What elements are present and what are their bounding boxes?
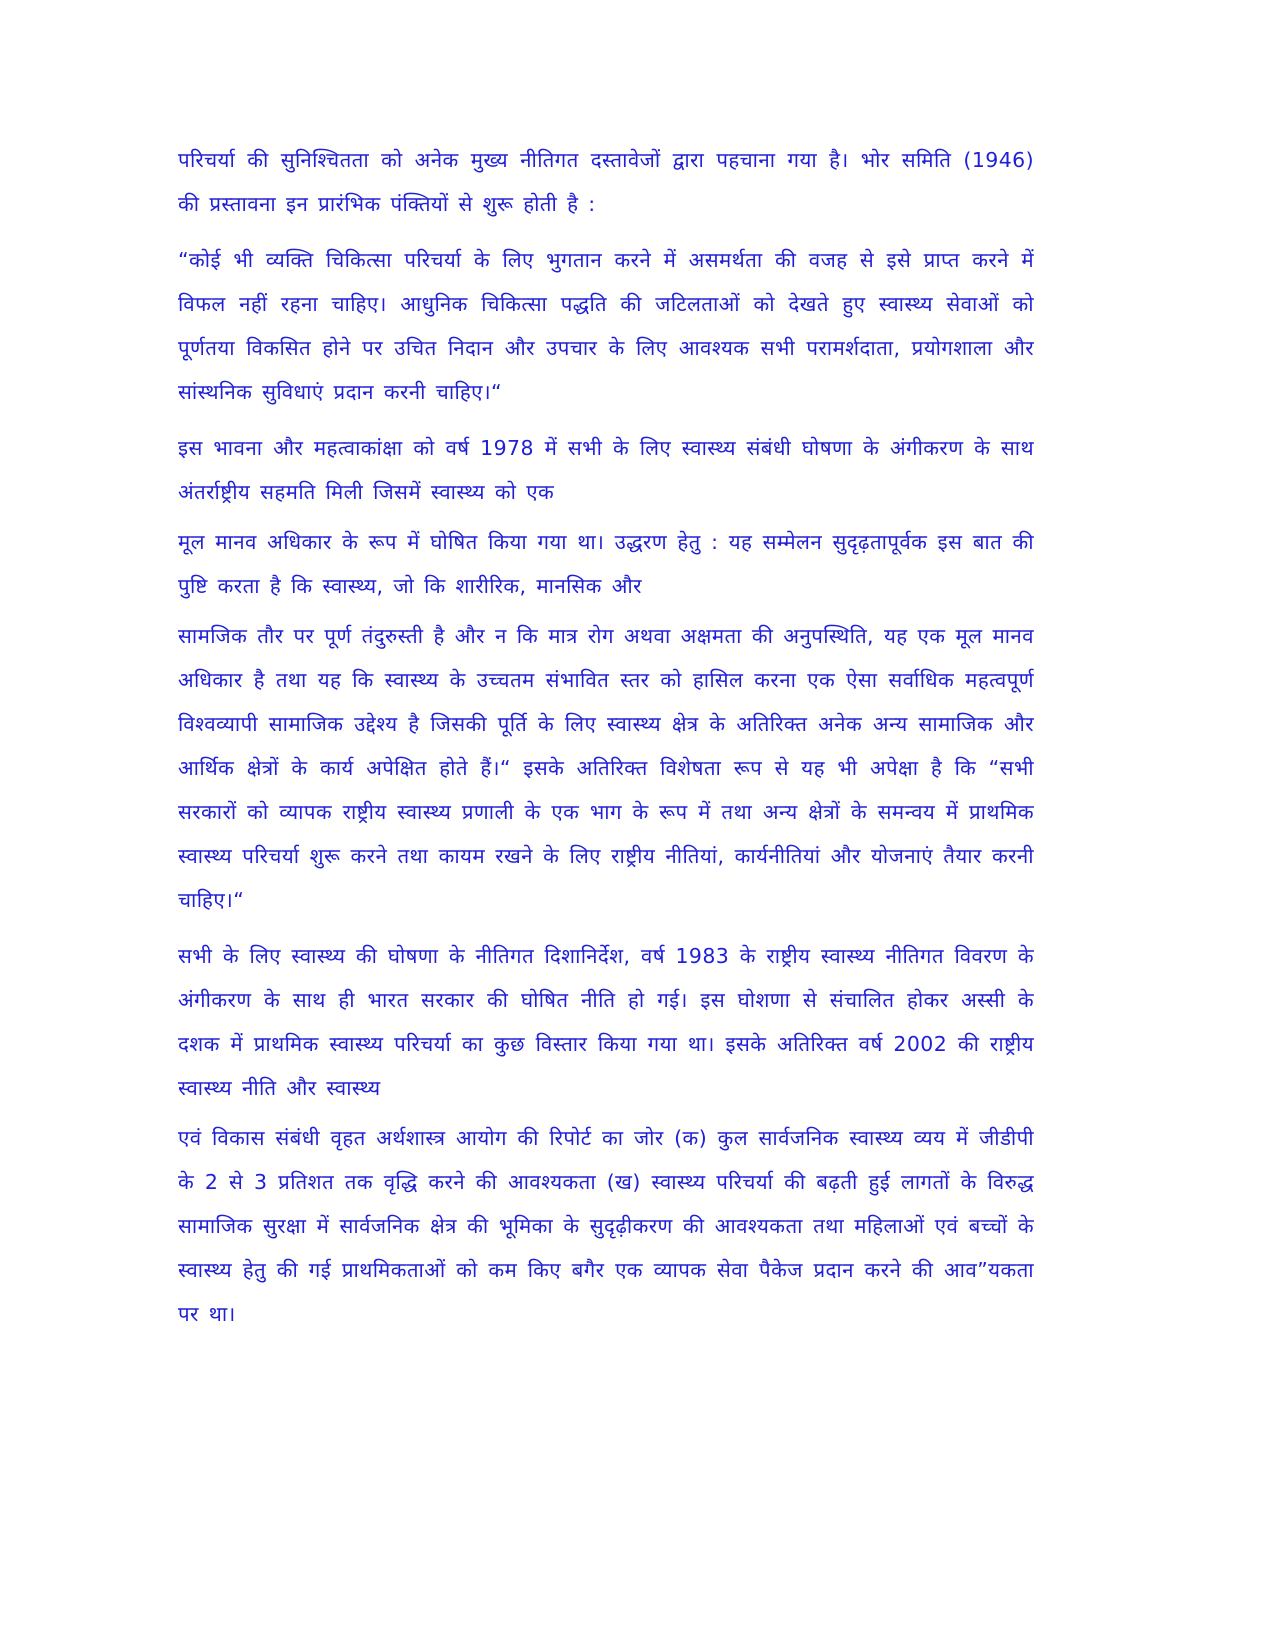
paragraph-fundamental-right: मूल मानव अधिकार के रूप में घोषित किया गया था। उद्धरण हेतु : यह सम्मेलन सुदृढ़तापूर्वक इस बात की पुष्टि करता है कि स्वास्थ्य, जो कि शारीरिक, मानसिक और bbox=[178, 530, 1034, 598]
paragraph-health-definition: सामजिक तौर पर पूर्ण तंदुरुस्ती है और न कि मात्र रोग अथवा अक्षमता की अनुपस्थिति, यह एक मूल मानव अधिकार है तथा यह कि स्वास्थ्य के उच्चतम संभावित स्तर को हासिल करना एक ऐसा सर्वाधिक महत्वपूर्ण विश्वव्यापी सामाजिक उद्देश्य है जिसकी पूर्ति के लिए स्वास्थ्य क्षेत्र के अतिरिक्त अनेक अन्य सामाजिक और आर्थिक क्षेत्रों के कार्य अपेक्षित होते हैं।“ इसके अतिरिक्त विशेषता रूप से यह भी अपेक्षा है कि “सभी सरकारों को व्यापक राष्ट्रीय स्वास्थ्य प्रणाली के एक भाग के रूप में तथा अन्य क्षेत्रों के समन्वय में प्राथमिक स्वास्थ्य परिचर्या शुरू करने तथा कायम रखने के लिए राष्ट्रीय नीतियां, कार्यनीतियां और योजनाएं तैयार करनी चाहिए।“ bbox=[178, 624, 1034, 912]
paragraph-1978-declaration: इस भावना और महत्वाकांक्षा को वर्ष 1978 में सभी के लिए स्वास्थ्य संबंधी घोषणा के अंगीकरण के साथ अंतर्राष्ट्रीय सहमति मिली जिसमें स्वास्थ्य को एक bbox=[178, 436, 1034, 504]
paragraph-macroeconomics-commission: एवं विकास संबंधी वृहत अर्थशास्त्र आयोग की रिपोर्ट का जोर (क) कुल सार्वजनिक स्वास्थ्य व्यय में जीडीपी के 2 से 3 प्रतिशत तक वृद्धि करने की आवश्यकता (ख) स्वास्थ्य परिचर्या की बढ़ती हुई लागतों के विरुद्ध सामाजिक सुरक्षा में सार्वजनिक क्षेत्र की भूमिका के सुदृढ़ीकरण की आवश्यकता तथा महिलाओं एवं बच्चों के स्वास्थ्य हेतु की गई प्राथमिकताओं को कम किए बगैर एक व्यापक सेवा पैकेज प्रदान करने की आव”यकता पर था। bbox=[178, 1126, 1034, 1326]
paragraph-bhore-committee: परिचर्या की सुनिश्चितता को अनेक मुख्य नीतिगत दस्तावेजों द्वारा पहचाना गया है। भोर समिति (1946) की प्रस्तावना इन प्रारंभिक पंक्तियों से शुरू होती है : bbox=[178, 148, 1034, 216]
paragraph-quote-medical-care: “कोई भी व्यक्ति चिकित्सा परिचर्या के लिए भुगतान करने में असमर्थता की वजह से इसे प्राप्त करने में विफल नहीं रहना चाहिए। आधुनिक चिकित्सा पद्धति की जटिलताओं को देखते हुए स्वास्थ्य सेवाओं को पूर्णतया विकसित होने पर उचित निदान और उपचार के लिए आवश्यक सभी परामर्शदाता, प्रयोगशाला और सांस्थनिक सुविधाएं प्रदान करनी चाहिए।“ bbox=[178, 248, 1034, 404]
paragraph-1983-policy: सभी के लिए स्वास्थ्य की घोषणा के नीतिगत दिशानिर्देश, वर्ष 1983 के राष्ट्रीय स्वास्थ्य नीतिगत विवरण के अंगीकरण के साथ ही भारत सरकार की घोषित नीति हो गई। इस घोशणा से संचालित होकर अस्सी के दशक में प्राथमिक स्वास्थ्य परिचर्या का कुछ विस्तार किया गया था। इसके अतिरिक्त वर्ष 2002 की राष्ट्रीय स्वास्थ्य नीति और स्वास्थ्य bbox=[178, 944, 1034, 1100]
document-page bbox=[178, 138, 1034, 1348]
